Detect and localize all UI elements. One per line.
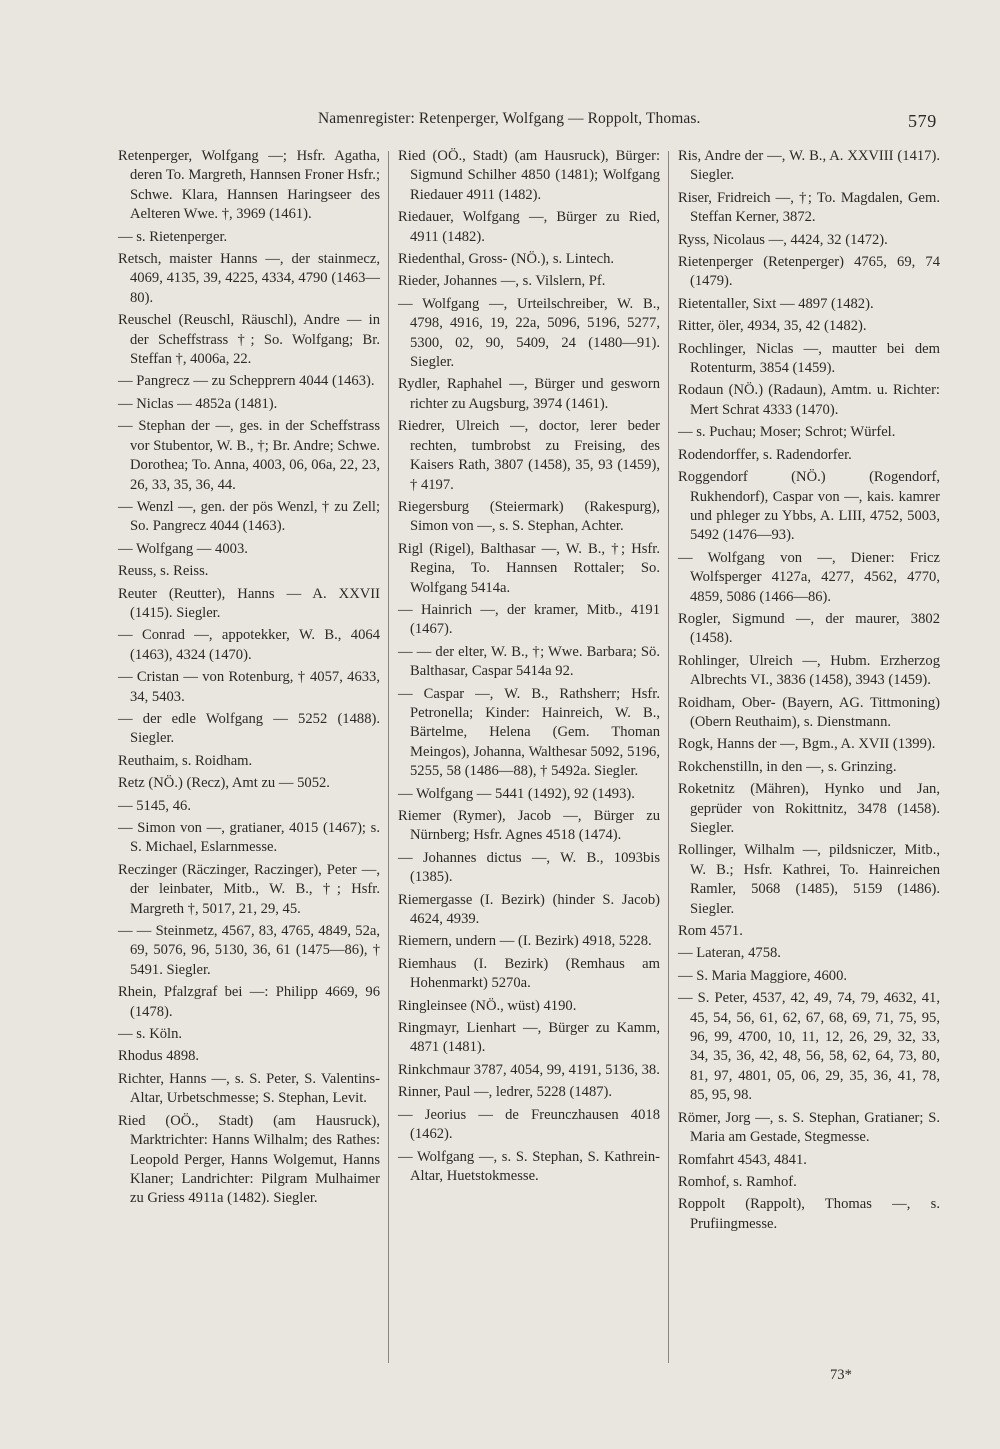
index-entry: — Hainrich —, der kramer, Mitb., 4191 (1467).: [398, 601, 660, 638]
index-entry: Riemergasse (I. Bezirk) (hinder S. Jacob) 4624, 4939.: [398, 891, 660, 928]
index-entry: Rokchenstilln, in den —, s. Grinzing.: [678, 758, 897, 775]
index-entry: — — der elter, W. B., †; Wwe. Barbara; Sö. Balthasar, Caspar 5414a 92.: [398, 643, 660, 680]
index-entry: Rietentaller, Sixt — 4897 (1482).: [678, 295, 874, 312]
index-entry: Rigl (Rigel), Balthasar —, W. B., †; Hsfr. Regina, To. Hannsen Rottaler; So. Wolfgang 5414a.: [398, 540, 660, 596]
index-entry: Riegersburg (Steiermark) (Rakespurg), Simon von —, s. S. Stephan, Achter.: [398, 498, 660, 535]
index-entry: Ringleinsee (NÖ., wüst) 4190.: [398, 997, 577, 1014]
index-entry: — Simon von —, gratianer, 4015 (1467); s. S. Michael, Eslarnmesse.: [118, 820, 380, 856]
index-entry: Riemer (Rymer), Jacob —, Bürger zu Nürnberg; Hsfr. Agnes 4518 (1474).: [398, 808, 660, 844]
index-entry: Ris, Andre der —, W. B., A. XXVIII (1417). Siegler.: [678, 148, 940, 184]
index-entry: Ried (OÖ., Stadt) (am Hausruck), Bürger: Sigmund Schilher 4850 (1481); Wolfgang Riedauer 4911 (1482).: [398, 148, 660, 203]
index-entry: Riemhaus (I. Bezirk) (Remhaus am Hohenmarkt) 5270a.: [398, 955, 660, 992]
index-entry: Reuter (Reutter), Hanns — A. XXVII (1415). Siegler.: [118, 585, 380, 621]
index-entry: Riedrer, Ulreich —, doctor, lerer beder rechten, tumbrobst zu Freising, des Kaisers Rath, 3807 (1458), 35, 93 (1459), † 4197.: [398, 418, 660, 493]
index-entry: — Niclas — 4852a (1481).: [118, 395, 278, 412]
index-entry: Reuthaim, s. Roidham.: [118, 752, 253, 769]
index-entry: Rollinger, Wilhalm —, pildsniczer, Mitb., W. B.; Hsfr. Kathrei, To. Hainreichen Ramler, 5068 (1485), 5159 (1486). Siegler.: [678, 842, 940, 917]
index-entry: Rodaun (NÖ.) (Radaun), Amtm. u. Richter: Mert Schrat 4333 (1470).: [678, 382, 940, 418]
index-entry: Romhof, s. Ramhof.: [678, 1173, 797, 1190]
index-entry: — Wolfgang —, Urteilschreiber, W. B., 4798, 4916, 19, 22a, 5096, 5196, 5277, 5300, 02, 90, 5409, 24 (1480—91). Siegler.: [398, 295, 660, 371]
index-entry: — Conrad —, appotekker, W. B., 4064 (1463), 4324 (1470).: [118, 627, 380, 663]
index-entry: Reuss, s. Reiss.: [118, 563, 209, 580]
index-entry: Riedauer, Wolfgang —, Bürger zu Ried, 4911 (1482).: [398, 209, 660, 245]
index-entry: — Wolfgang —, s. S. Stephan, S. Kathrein-Altar, Huetstokmesse.: [398, 1148, 660, 1184]
index-entry: Rom 4571.: [678, 923, 743, 940]
index-entry: Ried (OÖ., Stadt) (am Hausruck), Marktrichter: Hanns Wilhalm; des Rathes: Leopold Perger, Hanns Wolgemut, Hanns Klaner; Landrichter: Pilgram Mulhaimer zu Griess 4911a (1482). Siegler.: [118, 1112, 380, 1207]
index-entry: — Lateran, 4758.: [678, 945, 781, 962]
index-entry: — Caspar —, W. B., Rathsherr; Hsfr. Petronella; Kinder: Hainreich, W. B., Bärtelme, Helena (Gem. Thoman Meingos), Johanna, Walthesar 5092, 5196, 5255, 58 (1486—88), † 5492a. Siegler.: [398, 685, 660, 780]
index-entry: Romfahrt 4543, 4841.: [678, 1151, 807, 1168]
index-entry: Rhodus 4898.: [118, 1048, 200, 1065]
index-entry: — Wolfgang — 5441 (1492), 92 (1493).: [398, 785, 635, 802]
index-entry: — Johannes dictus —, W. B., 1093bis (1385).: [398, 849, 660, 886]
index-entry: Reczinger (Räczinger, Raczinger), Peter —, der leinbater, Mitb., W. B., †; Hsfr. Margreth †, 5017, 21, 29, 45.: [118, 861, 380, 917]
index-column-right: [678, 147, 940, 1237]
index-entry: — Pangrecz — zu Schepprern 4044 (1463).: [118, 373, 375, 390]
signature-mark: 73*: [830, 1367, 852, 1383]
index-entry: — S. Peter, 4537, 42, 49, 74, 79, 4632, 41, 45, 54, 56, 61, 62, 67, 68, 69, 71, 75, 95, 96, 99, 4700, 10, 11, 12, 26, 29, 32, 33, 34, 35, 36, 42, 48, 56, 58, 62, 64, 73, 80, 81, 97, 4801, 05, 06, 29, 35, 36, 41, 78, 85, 95, 98.: [678, 990, 940, 1104]
index-entry: Rochlinger, Niclas —, mautter bei dem Rotenturm, 3854 (1459).: [678, 340, 940, 377]
index-entry: Ritter, öler, 4934, 35, 42 (1482).: [678, 318, 867, 335]
index-entry: Roketnitz (Mähren), Hynko und Jan, geprüder von Rokittnitz, 3478 (1458). Siegler.: [678, 781, 940, 836]
index-entry: Rogk, Hanns der —, Bgm., A. XVII (1399).: [678, 736, 936, 753]
index-entry: — Wolfgang von —, Diener: Fricz Wolfsperger 4127a, 4277, 4562, 4770, 4859, 5086 (1466—86).: [678, 549, 940, 605]
index-entry: Roggendorf (NÖ.) (Rogendorf, Rukhendorf), Caspar von —, kais. kamrer und phleger zu Ybbs, A. LIII, 4752, 5003, 5492 (1476—93).: [678, 469, 940, 544]
index-entry: — Wenzl —, gen. der pös Wenzl, † zu Zell; So. Pangrecz 4044 (1463).: [118, 498, 380, 535]
index-entry: Rhein, Pfalzgraf bei —: Philipp 4669, 96 (1478).: [118, 984, 380, 1020]
index-column-middle: [398, 147, 660, 1189]
index-entry: Ringmayr, Lienhart —, Bürger zu Kamm, 4871 (1481).: [398, 1020, 660, 1056]
page-number: 579: [908, 111, 937, 131]
index-entry: — Stephan der —, ges. in der Scheffstrass vor Stubentor, W. B., †; Br. Andre; Schwe. Dorothea; To. Anna, 4003, 06, 06a, 22, 23, 26, 33, 35, 36, 44.: [118, 418, 380, 493]
index-entry: — Wolfgang — 4003.: [118, 540, 248, 557]
index-entry: — Jeorius — de Freunczhausen 4018 (1462).: [398, 1106, 660, 1143]
index-entry: — s. Puchau; Moser; Schrot; Würfel.: [678, 424, 896, 441]
index-entry: Ryss, Nicolaus —, 4424, 32 (1472).: [678, 231, 888, 248]
index-entry: Rinkchmaur 3787, 4054, 99, 4191, 5136, 38.: [398, 1061, 660, 1078]
index-entry: Rohlinger, Ulreich —, Hubm. Erzherzog Albrechts VI., 3836 (1458), 3943 (1459).: [678, 652, 940, 689]
index-entry: — 5145, 46.: [118, 797, 191, 814]
index-column-left: [118, 147, 380, 1212]
index-entry: Roppolt (Rappolt), Thomas —, s. Prufiingmesse.: [678, 1196, 940, 1232]
index-entry: Rieder, Johannes —, s. Vilslern, Pf.: [398, 273, 606, 290]
index-entry: — S. Maria Maggiore, 4600.: [678, 967, 848, 984]
index-entry: Roidham, Ober- (Bayern, AG. Tittmoning) (Obern Reuthaim), s. Dienstmann.: [678, 694, 940, 730]
index-entry: Römer, Jorg —, s. S. Stephan, Gratianer; S. Maria am Gestade, Stegmesse.: [678, 1109, 940, 1146]
index-entry: Rinner, Paul —, ledrer, 5228 (1487).: [398, 1084, 613, 1101]
index-entry: Retz (NÖ.) (Recz), Amt zu — 5052.: [118, 775, 330, 792]
index-entry: — s. Rietenperger.: [118, 228, 228, 245]
index-entry: Retenperger, Wolfgang —; Hsfr. Agatha, deren To. Margreth, Hannsen Froner Hsfr.; Schwe. Klara, Hannsen Haringseer des Aelteren Wwe. †, 3969 (1461).: [118, 148, 380, 223]
index-entry: — — Steinmetz, 4567, 83, 4765, 4849, 52a, 69, 5076, 96, 5130, 36, 61 (1475—86), † 5491. Siegler.: [118, 923, 380, 978]
index-entry: Rydler, Raphahel —, Bürger und gesworn richter zu Augsburg, 3974 (1461).: [398, 376, 660, 412]
index-entry: Riedenthal, Gross- (NÖ.), s. Lintech.: [398, 251, 615, 268]
index-entry: Rietenperger (Retenperger) 4765, 69, 74 (1479).: [678, 254, 940, 290]
index-entry: — Cristan — von Rotenburg, † 4057, 4633, 34, 5403.: [118, 669, 380, 705]
index-entry: Retsch, maister Hanns —, der stainmecz, 4069, 4135, 39, 4225, 4334, 4790 (1463—80).: [118, 251, 380, 306]
index-entry: Riser, Fridreich —, †; To. Magdalen, Gem. Steffan Kerner, 3872.: [678, 189, 940, 226]
index-entry: Riemern, undern — (I. Bezirk) 4918, 5228.: [398, 933, 652, 950]
index-entry: Richter, Hanns —, s. S. Peter, S. Valentins-Altar, Urbetschmesse; S. Stephan, Levit.: [118, 1070, 380, 1107]
index-entry: Rodendorffer, s. Radendorfer.: [678, 446, 852, 463]
index-entry: Rogler, Sigmund —, der maurer, 3802 (1458).: [678, 610, 940, 647]
index-entry: — s. Köln.: [118, 1026, 183, 1043]
index-entry: — der edle Wolfgang — 5252 (1488). Siegler.: [118, 710, 380, 747]
index-entry: Reuschel (Reuschl, Räuschl), Andre — in der Scheffstrass †; So. Wolfgang; Br. Steffan †, 4006a, 22.: [118, 312, 380, 368]
running-title: Namenregister: Retenperger, Wolfgang — Roppolt, Thomas.: [318, 110, 701, 127]
